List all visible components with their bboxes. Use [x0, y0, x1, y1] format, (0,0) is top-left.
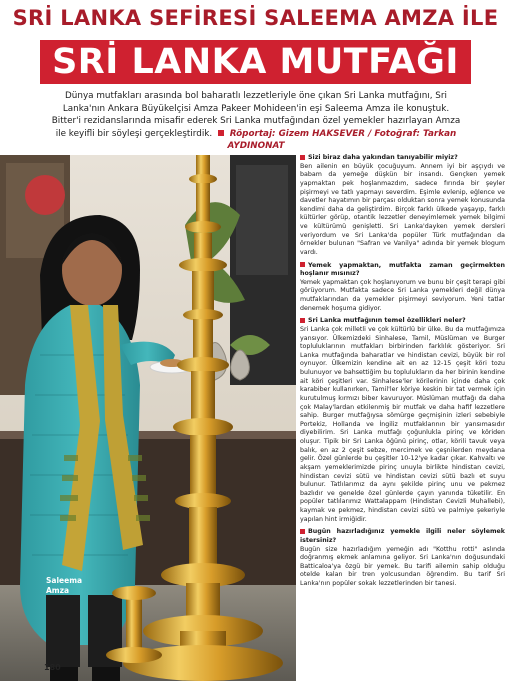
- answer-paragraph: Sri Lanka çok milletli ve çok kültürlü bir ülke. Bu da mutfağımıza yansıyor. Ülkemizdeki Sinhalese, Tamil, Müslüman ve Burger topluluklarının mutfakları birbirinden farklılık gösteriyor. Sri Lanka mutfağında baharatlar ve hindistan cevizi, büyük bir rol oynuyor. Ülkemizin kendine ait en az 12-15 çeşit köri tozu bulunuyor ve bahsettiğim bu toplulukların da her birinin kendine ait köri çeşitleri var. Sinhalese'ler körilerinin içinde daha çok karabiber kullanırken, Tamil'ler köriye keskin bir tat vermek için kurutulmuş kırmızı biber kavuruyor. Müslüman mutfağı da daha çok Malay'lardan etkilenmiş bir mutfak ve daha hafif lezzetlere sahip. Burger mutfağıysa sömürge geçmişinin izleri sebebiyle Portekiz, Hollanda ve İngiliz mutfaklarının bir yansımasıdır diyebilirim. Sri Lanka mutfağı çoğunlukla pirinç ve köriden oluşur. Tipik bir Sri Lanka öğünü pirinç, otlar, körili tavuk veya balık, en az 2 çeşit sebze, mercimek ve çeşnilerden meydana gelir. Özel günlerde bu çeşitler 10-12'ye kadar çıkar. Kahvaltı ve akşam yemeklerimizde pirinç unuyla birlikte hindistan cevizi, hindistan cevizi sütü ve hindistan cevizi sütü bazlı et suyu bulunur. Tatlılarımız da aynı şekilde pirinç unu ve pekmez bazlıdır ve genelde özel günlerde çayın yanında tüketilir. En popüler tatlılarımız Wattalappam (Hindistan Cevizli Muhallebi), kaymak ve pekmez, hindistan cevizi sütü ve palmiye şekeriyle yapılan hint irmiğidir.: [300, 325, 505, 523]
- bullet-square-icon: [300, 262, 305, 267]
- article-photo: [0, 155, 296, 681]
- lead-paragraph: [50, 90, 462, 153]
- bullet-square-icon: [300, 529, 305, 534]
- portrait-with-lamp-illustration: [0, 155, 296, 681]
- caption-line-2: Amza: [46, 586, 70, 595]
- answer-paragraph: Bugün size hazırladığım yemeğin adı "Kotthu rotti" aslında doğranmış ekmek anlamına geliyor. Sri Lanka'nın doğusundaki Batticaloa'ya özgü bir yemek. Bu tarifi ailemin sahip olduğu otelde kalan bir tren yolcusundan öğrendim. Bu tarif Sri Lanka'nın popüler sokak lezzetlerinden bir tanesi.: [300, 545, 505, 587]
- page-number: 180: [44, 663, 61, 672]
- article-column: [300, 154, 505, 589]
- lead-text: Dünya mutfakları arasında bol baharatlı lezzetleriyle öne çıkan Sri Lanka mutfağını, Sri Lanka'nın Ankara Büyükelçisi Amza Pakeer Mohideen'in eşi Saleema Amza ile konuştuk. Bitter'i rezidanslarında misafir ederek Sri Lanka mutfağından özel yemekler hazırlayan Amza ile keyifli bir söyleşi gerçekleştirdik.: [51, 91, 461, 139]
- answer-paragraph: Yemek yapmaktan çok hoşlanıyorum ve bunu bir çeşit terapi gibi görüyorum. Mutfakta sadece Sri Lanka yemekleri değil dünya mutfaklarından da yemekler pişirmeyi seviyorum. Yeni tatlar denemek hoşuma gidiyor.: [300, 278, 505, 312]
- answer-paragraph: Ben ailenin en büyük çocuğuyum. Annem iyi bir aşçıydı ve babam da yemeğe düşkün bir insandı. Gençken yemek yapmaktan pek hoşlanmazdım, sadece fırında bir şeyler pişirmeyi ve tatlı yapmayı severdim. Eşimle evlenip, eğlence ve davetler hayatımın bir parçası olduktan sonra yemek konusunda kendimi daha da geliştirdim. Birçok farklı ülkede yaşayıp, farklı kültürler görüp, otantik lezzetler deneyimlemek yemek bilgimi ve kültürümü genişletti. Sri Lanka'dayken yemek dersleri veriyordum ve Sri Lanka'da popüler Türk mutfağından da örnekler bulunan "Safran ve Vanilya" adında bir yemek blogum vardı.: [300, 162, 505, 256]
- header-kicker: SRİ LANKA SEFİRESİ SALEEMA AMZA İLE: [12, 6, 499, 30]
- photo-credit: Röportaj: Gizem HAKSEVER / Fotoğraf: Tarkan AYDINONAT: [227, 128, 457, 151]
- caption-line-1: Saleema: [46, 576, 83, 585]
- bullet-square-icon: [300, 155, 305, 160]
- question-heading: Bugün hazırladığınız yemekle ilgili neler söylemek istersiniz?: [300, 528, 505, 544]
- question-heading: Sizi biraz daha yakından tanıyabilir miyiz?: [300, 154, 505, 163]
- page-title: SRİ LANKA MUTFAĞI: [52, 42, 459, 82]
- bullet-square-icon: [300, 318, 305, 323]
- bullet-square-icon: [218, 130, 224, 136]
- photo-caption: [46, 576, 82, 596]
- question-heading: Sri Lanka mutfağının temel özellikleri neler?: [300, 317, 505, 326]
- question-heading: Yemek yapmaktan, mutfakta zaman geçirmekten hoşlanır mısınız?: [300, 261, 505, 278]
